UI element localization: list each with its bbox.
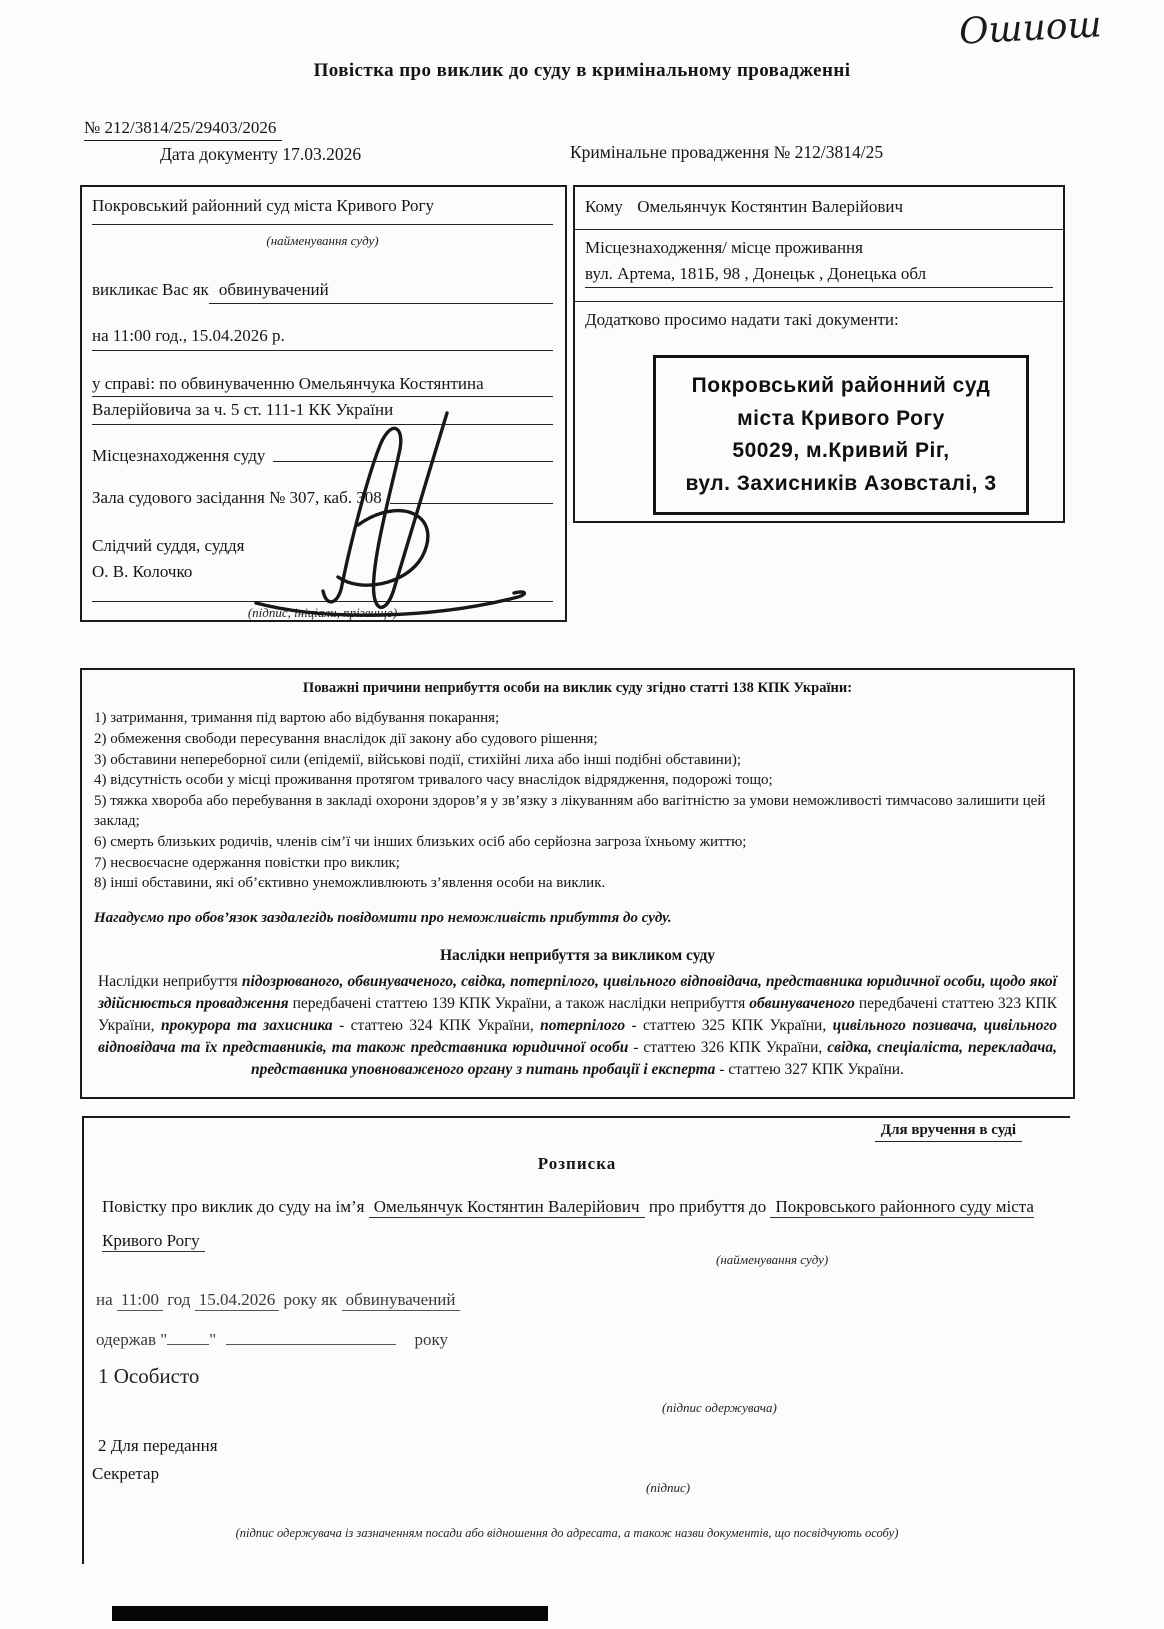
year-suffix: року (414, 1330, 448, 1349)
court-location-label: Місцезнаходження суду (92, 446, 266, 465)
received-date-line (96, 1330, 448, 1350)
court-name-caption: (найменування суду) (716, 1252, 829, 1267)
consequences-segment: прокурора та захисника (160, 1017, 340, 1035)
summons-table (80, 185, 1065, 622)
consequences-segment: - статтею 324 КПК України, (339, 1017, 541, 1035)
summons-role-value: обвинувачений (209, 279, 553, 304)
receipt-footnote: (підпис одержувача із зазначенням посади або відношення до адресата, а також назви документів, що посвідчують особу) (235, 1526, 899, 1540)
recipient-label: Кому (585, 197, 623, 216)
reasons-heading: Поважні причини неприбуття особи на виклик суду згідно статті 138 КПК України: (302, 680, 853, 696)
hearing-hall: Зала судового засідання № 307, каб. 308 (92, 488, 382, 507)
consequences-segment: цивільного позивача, цивільного відповідача та їх представників, та також представника юридичної особи (98, 1017, 1058, 1057)
document-number: № 212/3814/25/29403/2026 (84, 118, 282, 141)
fill-line (390, 487, 553, 504)
divider-line (575, 301, 1063, 302)
reason-item: 5) тяжка хвороба або перебування в закладі охорони здоров’я у зв’язку з лікуванням або вагітністю за умови неможливості тимчасово залишити цей заклад; (94, 793, 1046, 829)
consequences-segment: передбачені статтею 323 КПК України, (98, 995, 1057, 1035)
time-suffix: року як (283, 1290, 338, 1309)
court-name: Покровський районний суд міста Кривого Рогу (92, 195, 553, 225)
reason-item: 2) обмеження свободи пересування внаслідок дії закону або судового рішення; (94, 730, 598, 747)
date-value: 15.04.2026 (195, 1290, 280, 1311)
signature-caption: (підпис) (646, 1480, 691, 1495)
consequences-segment: - статтею 325 КПК України, (631, 1017, 833, 1035)
reason-item: 3) обставини непереборної сили (епідемії, військові події, стихійні лиха або інші подібні обставини); (94, 751, 742, 768)
receipt-paragraph (102, 1190, 1036, 1258)
blank-field (226, 1330, 396, 1345)
time-hod: год (167, 1290, 191, 1309)
summons-role-prefix: викликає Вас як (92, 280, 209, 299)
delivery-label: Для вручення в суді (875, 1122, 1022, 1142)
summons-role-row (92, 279, 553, 304)
consequences-segment: обвинуваченого (749, 995, 859, 1013)
receipt-option-transfer: 2 Для передання (98, 1436, 218, 1455)
time-prefix: на (96, 1290, 113, 1309)
reason-item: 8) інші обставини, які об’єктивно унеможливлюють з’явлення особи на виклик. (94, 875, 606, 892)
received-label: одержав (96, 1330, 157, 1349)
stamp-line: Покровський районний суд (691, 374, 991, 397)
reason-item: 4) відсутність особи у місці проживання протягом тривалого часу внаслідок відрядження, подорожі тощо; (94, 772, 773, 789)
stamp-line: міста Кривого Рогу (737, 406, 945, 430)
obligation-reminder: Нагадуємо про обов’язок заздалегідь повідомити про неможливість прибуття до суду. (94, 910, 672, 927)
criminal-case-number: Кримінальне провадження № 212/3814/25 (570, 142, 884, 162)
judge-label: Слідчий суддя, суддя (92, 536, 245, 555)
recipient-address: вул. Артема, 181Б, 98 , Донецьк , Донецька обл (585, 263, 1053, 288)
page-title: Повістка про виклик до суду в кримінальному провадженні (313, 60, 851, 81)
receipt-section (82, 1116, 1070, 1564)
consequences-segment: потерпілого (540, 1017, 632, 1035)
summons-datetime: на 11:00 год., 15.04.2026 р. (92, 325, 553, 351)
stamp-line: вул. Захисників Азовсталі, 3 (685, 471, 997, 495)
court-stamp (653, 355, 1029, 515)
consequences-segment: передбачені статтею 139 КПК України, а також наслідки неприбуття (292, 995, 750, 1013)
consequences-segment: свідка, спеціаліста, перекладача, представника уповноваженого органу з питань пробації і експерта (251, 1039, 1057, 1079)
quote-mark: " (160, 1330, 168, 1349)
reason-item: 6) смерть близьких родичів, членів сім’ї чи інших близьких осіб або серйозна загроза їхньому життю; (94, 833, 747, 850)
judge-name: О. В. Колочко (92, 562, 193, 581)
court-name-caption: (найменування суду) (266, 233, 379, 248)
stamp-line: 50029, м.Кривий Ріг, (732, 439, 950, 463)
fill-line (273, 445, 553, 462)
receipt-time-line (96, 1290, 460, 1310)
consequences-segment: підозрюваного, обвинуваченого, свідка, потерпілого, цивільного відповідача, представника юридичної особи, щодо якої здійснюється провадження (98, 973, 1057, 1013)
blank-field (167, 1330, 209, 1345)
receipt-line-middle: про прибуття до (648, 1197, 767, 1216)
court-location-row (92, 445, 553, 466)
consequences-segment: - статтею 327 КПК України. (719, 1061, 904, 1079)
receiver-signature-caption: (підпис одержувача) (662, 1400, 777, 1415)
address-label: Місцезнаходження/ місце проживання (585, 238, 863, 257)
reason-item: 7) несвоєчасне одержання повістки про виклик; (94, 854, 400, 871)
consequences-segment: Наслідки неприбуття (98, 973, 242, 991)
receipt-option-personally: 1 Особисто (98, 1364, 200, 1388)
recipient-name: Омельянчук Костянтин Валерійович (637, 197, 903, 216)
document-date: Дата документу 17.03.2026 (160, 144, 362, 164)
receipt-recipient-name: Омельянчук Костянтин Валерійович (369, 1197, 645, 1218)
handwritten-note: Ошиош (958, 4, 1103, 53)
quote-mark: " (209, 1330, 217, 1349)
case-description-line2: Валерійовича за ч. 5 ст. 111-1 КК України (92, 399, 553, 425)
consequences-segment: - статтею 326 КПК України, (633, 1039, 828, 1057)
scan-artifact-bar (112, 1606, 548, 1621)
recipient-row (585, 196, 1053, 217)
divider-line (575, 229, 1063, 230)
consequences-title: Наслідки неприбуття за викликом суду (439, 947, 716, 965)
receipt-title: Розписка (537, 1154, 617, 1173)
time-value: 11:00 (117, 1290, 163, 1311)
case-description-line1: у справі: по обвинуваченню Омельянчука Костянтина (92, 373, 553, 397)
reason-item: 1) затримання, тримання під вартою або відбування покарання; (94, 710, 500, 726)
court-cell (80, 185, 567, 622)
recipient-cell (573, 185, 1065, 523)
receipt-line-prefix: Повістку про виклик до суду на ім’я (102, 1197, 365, 1216)
receipt-role: обвинувачений (342, 1290, 460, 1311)
consequences-paragraph (94, 971, 1061, 1081)
secretary-label: Секретар (92, 1464, 160, 1483)
judge-signature (232, 407, 552, 622)
hearing-hall-row (92, 487, 553, 508)
valid-reasons-box (80, 668, 1075, 1099)
documents-request: Додатково просимо надати такі документи: (585, 310, 899, 329)
receipt-court-name: Покровського районного суду міста Кривого Рогу (102, 1197, 1034, 1250)
signature-caption: (підпис, ініціали, прізвище) (92, 601, 553, 621)
